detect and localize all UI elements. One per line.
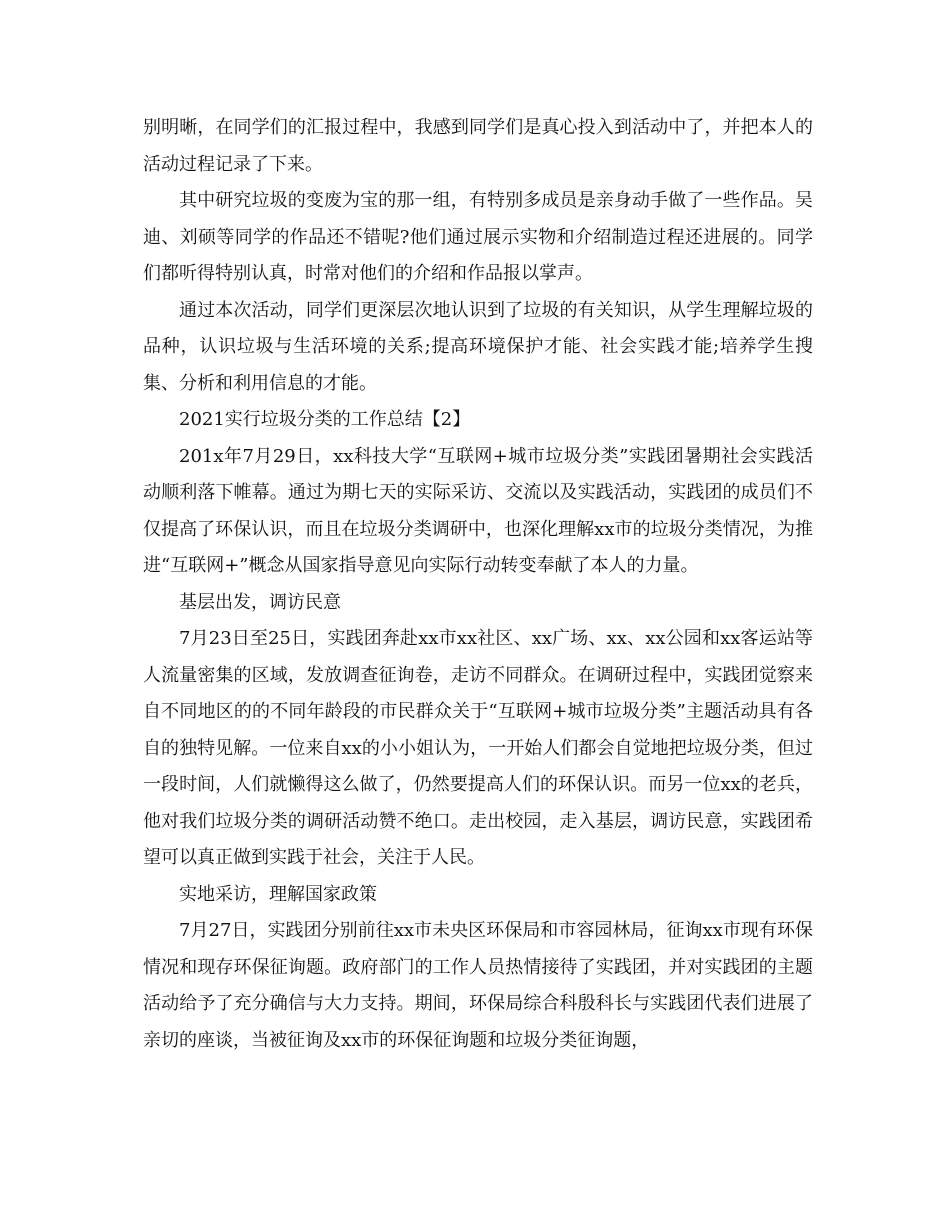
document-body: [143, 110, 813, 1059]
paragraph-continuation: 别明晰，在同学们的汇报过程中，我感到同学们是真心投入到活动中了，并把本人的活动过程记录了下来。: [143, 117, 813, 175]
paragraph-practice-team-intro: 201x年7月29日，xx科技大学“互联网+城市垃圾分类”实践团暑期社会实践活动顺利落下帷幕。通过为期七天的实际采访、交流以及实践活动，实践团的成员们不仅提高了环保认识，而且在垃圾分类调研中，也深化理解xx市的垃圾分类情况，为推进“互联网+”概念从国家指导意见向实际行动转变奉献了本人的力量。: [143, 445, 813, 576]
paragraph-survey: 7月23日至25日，实践团奔赴xx市xx社区、xx广场、xx、xx公园和xx客运站等人流量密集的区域，发放调查征询卷，走访不同群众。在调研过程中，实践团觉察来自不同地区的的不同年龄段的市民群众关于“互联网+城市垃圾分类”主题活动具有各自的独特见解。一位来自xx的小小姐认为，一开始人们都会自觉地把垃圾分类，但过一段时间，人们就懒得这么做了，仍然要提高人们的环保认识。而另一位xx的老兵，他对我们垃圾分类的调研活动赞不绝口。走出校园，走入基层，调访民意，实践团希望可以真正做到实践于社会，关注于人民。: [143, 628, 813, 868]
subheading-field-interview: 实地采访，理解国家政策: [179, 883, 377, 905]
paragraph-government-visit: 7月27日，实践团分别前往xx市未央区环保局和市容园林局，征询xx市现有环保情况和现存环保征询题。政府部门的工作人员热情接待了实践团，并对实践团的主题活动给予了充分确信与大力支持。期间，环保局综合科殷科长与实践团代表们进展了亲切的座谈，当被征询及xx市的环保征询题和垃圾分类征询题，: [143, 920, 813, 1051]
section-title-summary-2: 2021实行垃圾分类的工作总结【2】: [179, 409, 471, 430]
paragraph-activity-outcome: 通过本次活动，同学们更深层次地认识到了垃圾的有关知识，从学生理解垃圾的品种，认识垃圾与生活环境的关系;提高环境保护才能、社会实践才能;培养学生搜集、分析和利用信息的才能。: [143, 299, 813, 394]
subheading-grassroots: 基层出发，调访民意: [179, 591, 341, 613]
paragraph-recycling-group: 其中研究垃圾的变废为宝的那一组，有特别多成员是亲身动手做了一些作品。吴迪、刘硕等同学的作品还不错呢?他们通过展示实物和介绍制造过程还进展的。同学们都听得特别认真，时常对他们的介绍和作品报以掌声。: [143, 190, 813, 284]
